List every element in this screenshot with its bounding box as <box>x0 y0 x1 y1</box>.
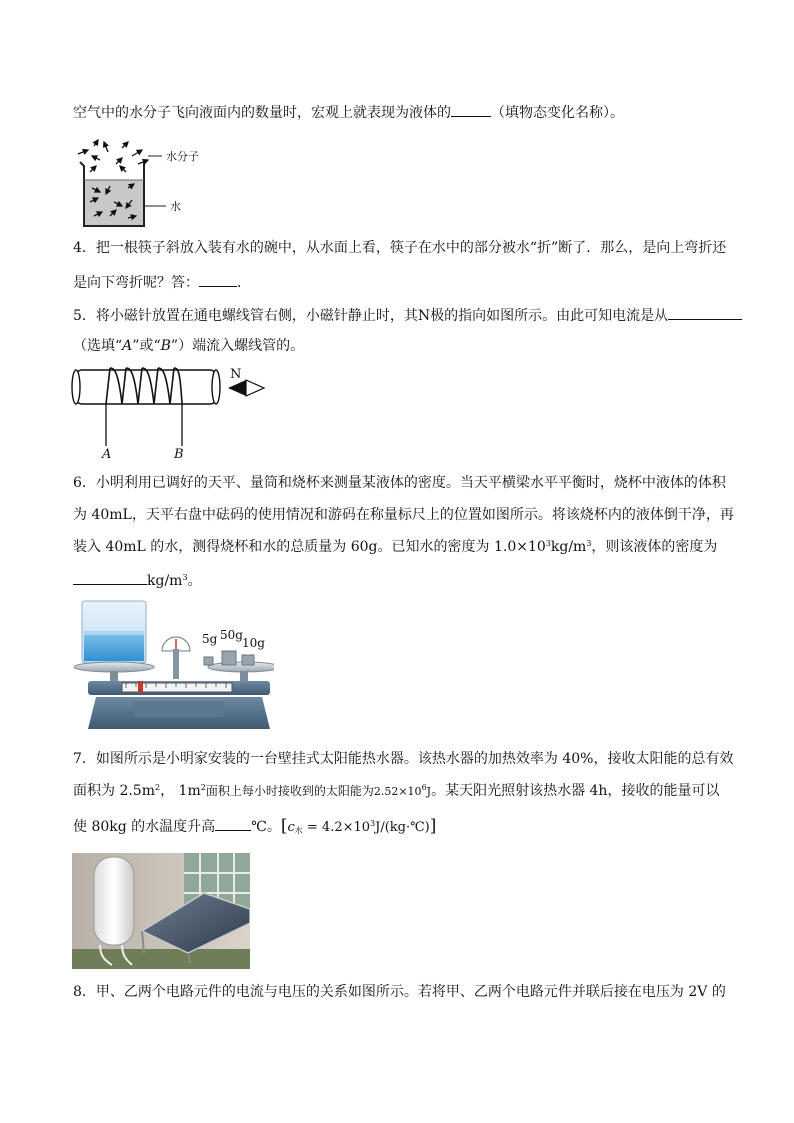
balance-scale-figure <box>74 597 274 737</box>
q7-line-1: 7．如图所示是小明家安装的一台壁挂式太阳能热水器。该热水器的加热效率为 40%，接收太阳能的总有效 <box>73 751 734 767</box>
label-water: 水 <box>170 200 181 213</box>
weight-10g-label: 10g <box>242 636 265 650</box>
label-end-b: B <box>174 447 184 462</box>
label-north: N <box>230 367 242 382</box>
solenoid-compass-figure <box>70 364 280 462</box>
answer-blank[interactable] <box>668 304 742 320</box>
q6-line-1: 6．小明利用已调好的天平、量筒和烧杯来测量某液体的密度。当天平横梁水平平衡时，烧杯中液体的体积 <box>73 475 726 491</box>
q7-line-2: 面积为 $2.5m^2$， $1m^2$面积上每小时接收到的太阳能为$2.52\times 10^6J$。某天阳光照射该热水器 4h，接收的能量可以 <box>73 783 720 799</box>
q5-line-2: （选填“A”或“B”）端流入螺线管的。 <box>73 338 305 354</box>
q6-line-2: 为 40mL，天平右盘中砝码的使用情况和游码在称量标尺上的位置如图所示。将该烧杯内的液体倒干净，再 <box>73 507 734 523</box>
q4-line-1: 4．把一根筷子斜放入装有水的碗中，从水面上看，筷子在水中的部分被水“折”断了．那么，是向上弯折还 <box>73 240 727 256</box>
water-molecule-beaker-figure <box>70 138 220 230</box>
q7-line-3: 使 80kg 的水温度升高 ℃。[$c_水$ = $4.2\times 10^3J/(kg\cdot℃)$] <box>73 816 437 836</box>
answer-blank[interactable] <box>451 101 491 117</box>
answer-blank[interactable] <box>215 815 251 831</box>
q5-line-1: 5．将小磁针放置在通电螺线管右侧，小磁针静止时，其N极的指向如图所示。由此可知电流是从 <box>73 304 742 326</box>
q6-line-4: $kg/m^3$。 <box>73 569 202 591</box>
q4-line-2: 是向下弯折呢？答： ． <box>73 271 251 293</box>
label-water-molecule: 水分子 <box>166 150 199 163</box>
label-end-a: A <box>102 447 112 462</box>
q3-line-1: 空气中的水分子飞向液面内的数量时，宏观上就表现为液体的 （填物态变化名称）。 <box>73 101 624 123</box>
weight-5g-label: 5g <box>202 632 218 646</box>
weight-50g-label: 50g <box>220 628 243 642</box>
specific-heat-formula: [$c_水$ = $4.2\times 10^3J/(kg\cdot℃)$] <box>280 816 437 836</box>
q6-line-3: 装入 40mL 的水，测得烧杯和水的总质量为 60g。已知水的密度为 $1.0\times 10^3kg/m^3$，则该液体的密度为 <box>73 539 718 555</box>
answer-blank[interactable] <box>199 271 237 287</box>
answer-blank[interactable] <box>73 569 147 585</box>
q8-line-1: 8．甲、乙两个电路元件的电流与电压的关系如图所示。若将甲、乙两个电路元件并联后接在电压为 2V 的 <box>73 984 726 1000</box>
solar-water-heater-photo <box>72 853 250 969</box>
